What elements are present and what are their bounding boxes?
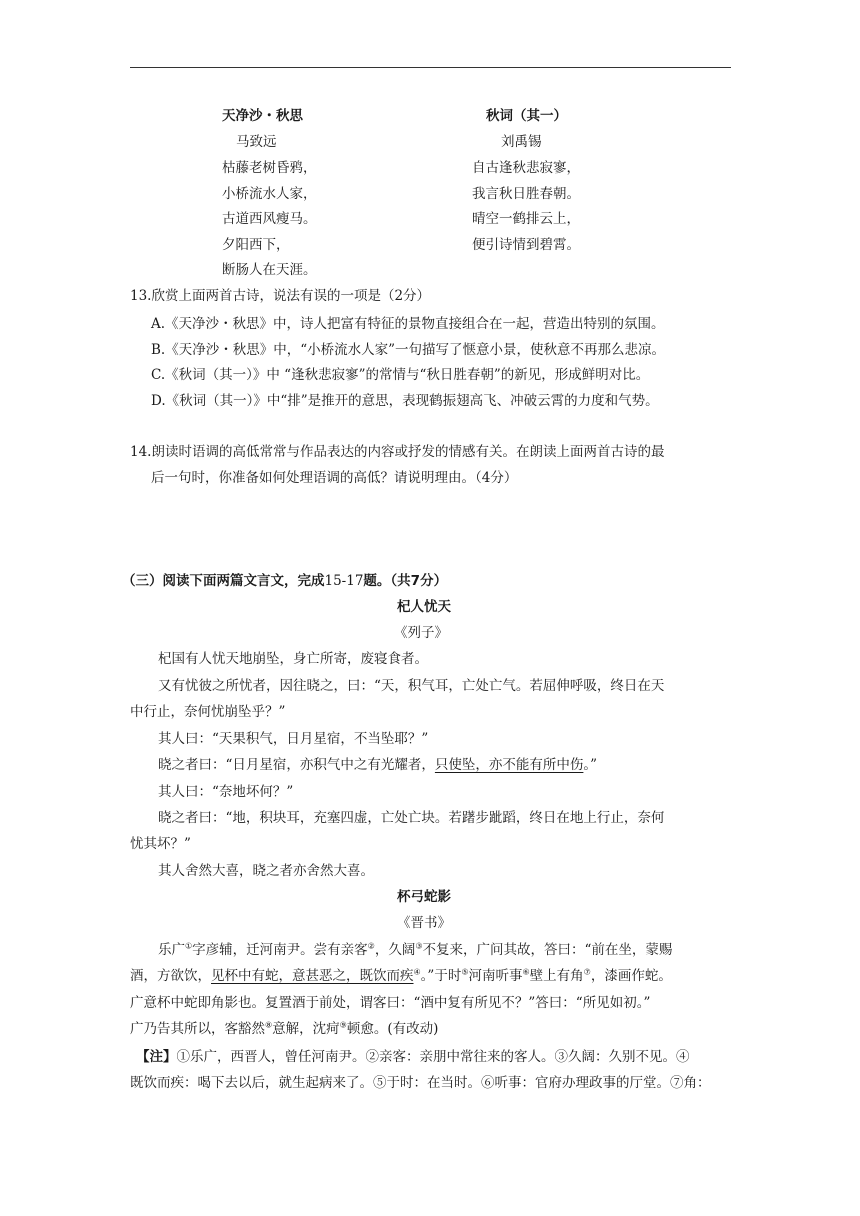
footnote-marker: ④ xyxy=(413,967,421,977)
paragraph: 又有忧彼之所忧者，因往晓之，曰：“天，积气耳，亡处亡气。若屈伸呼吸，终日在天 xyxy=(158,678,665,694)
paragraph-cont: 广意杯中蛇即角影也。复置酒于前处，谓客曰：“酒中复有所见不？”答曰：“所见如初。” xyxy=(130,995,651,1011)
footnote-marker: ⑦ xyxy=(583,967,591,977)
underlined-sentence: 只使坠，亦不能有所中伤 xyxy=(434,757,584,773)
text-run: 不复来，广问其故，答曰：“前在坐，蒙赐 xyxy=(422,942,673,958)
text-title: 杯弓蛇影 xyxy=(397,889,451,905)
text-source: 《列子》 xyxy=(394,625,448,641)
poem-author: 马致远 xyxy=(236,134,277,150)
poem-line: 枯藤老树昏鸦， xyxy=(222,160,317,176)
paragraph-cont xyxy=(130,1020,439,1037)
text-run: 乐广 xyxy=(158,942,185,958)
footnote-marker: ⑨ xyxy=(339,1020,347,1030)
poem-line: 自古逢秋悲寂寥， xyxy=(472,160,580,176)
paragraph: 其人曰：“天果积气，日月星宿，不当坠耶？” xyxy=(158,731,429,747)
footnote-marker: ③ xyxy=(415,941,423,951)
paragraph: 其人曰：“奈地坏何？” xyxy=(158,784,294,800)
poem-line: 我言秋日胜春朝。 xyxy=(472,186,580,202)
text-run: 。”于时 xyxy=(420,968,462,984)
footnote-marker: ⑤ xyxy=(461,967,469,977)
question-stem-cont: 后一句时，你准备如何处理语调的高低？请说明理由。（4分） xyxy=(151,470,518,486)
paragraph: 杞国有人忧天地崩坠，身亡所寄，废寝食者。 xyxy=(158,651,428,667)
paragraph-cont: 忧其坏？” xyxy=(130,836,191,852)
notes-text: ①乐广，西晋人，曾任河南尹。②亲客：亲朋中常往来的客人。③久阔：久别不见。④ xyxy=(176,1049,690,1065)
underlined-sentence: 见杯中有蛇，意甚恶之，既饮而疾 xyxy=(211,968,414,984)
poem-title: 天净沙・秋思 xyxy=(222,108,303,124)
notes-line: 既饮而疾：喝下去以后，就生起病来了。⑤于时：在当时。⑥听事：官府办理政事的厅堂。⑦角： xyxy=(130,1075,711,1091)
text-run: 晓之者曰：“日月星宿，亦积气中之有光耀者， xyxy=(158,757,435,773)
text-run: 。” xyxy=(583,757,598,773)
poem-line: 古道西风瘦马。 xyxy=(222,211,317,227)
paragraph-cont xyxy=(130,967,672,984)
text-run: 河南听事 xyxy=(468,968,523,984)
option-a: A.《天净沙・秋思》中，诗人把富有特征的景物直接组合在一起，营造出特别的氛围。 xyxy=(151,316,665,332)
text-run: 字彦辅，迁河南尹。尝有亲客 xyxy=(192,942,368,958)
footnote-marker: ① xyxy=(185,941,193,951)
question-stem: 13.欣赏上面两首古诗，说法有误的一项是（2分） xyxy=(130,288,431,304)
text-run: ，久阔 xyxy=(374,942,416,958)
footnote-marker: ⑧ xyxy=(265,1020,273,1030)
paragraph-cont: 中行止，奈何忧崩坠乎？” xyxy=(130,704,286,720)
text-run: 意解，沈疴 xyxy=(272,1021,340,1037)
notes-bracket: 【 xyxy=(136,1049,150,1065)
option-d: D.《秋词（其一）》中“排”是推开的意思，表现鹤振翅高飞、冲破云霄的力度和气势。 xyxy=(151,393,659,409)
poem-line: 便引诗情到碧霄。 xyxy=(472,237,580,253)
text-source: 《晋书》 xyxy=(397,915,451,931)
poem-title: 秋词（其一） xyxy=(486,108,567,124)
notes-label: 注 xyxy=(149,1049,163,1065)
text-run: 壁上有角 xyxy=(529,968,584,984)
footnote-marker: ⑥ xyxy=(522,967,530,977)
paragraph xyxy=(158,941,673,958)
section-range: 15-17 xyxy=(324,573,364,589)
text-run: 广乃告其所以，客豁然 xyxy=(130,1021,265,1037)
poem-line: 断肠人在天涯。 xyxy=(222,262,317,278)
poem-line: 小桥流水人家， xyxy=(222,186,317,202)
text-run: ，漆画作蛇。 xyxy=(590,968,672,984)
section-suffix: 题。（共7分） xyxy=(363,573,448,589)
paragraph: 晓之者曰：“地，积块耳，充塞四虚，亡处亡块。若躇步跐蹈，终日在地上行止，奈何 xyxy=(158,810,665,826)
option-b: B.《天净沙・秋思》中，“小桥流水人家”一句描写了惬意小景，使秋意不再那么悲凉。 xyxy=(151,342,666,358)
paragraph: 其人舍然大喜，晓之者亦舍然大喜。 xyxy=(158,863,374,879)
section-heading xyxy=(122,575,447,589)
option-c: C.《秋词（其一）》中 “逢秋悲寂寥”的常情与“秋日胜春朝”的新见，形成鲜明对比。 xyxy=(151,367,650,383)
section-prefix: （三）阅读下面两篇文言文，完成 xyxy=(122,573,325,589)
header-rule xyxy=(130,67,731,68)
text-run: 酒，方欲饮， xyxy=(130,968,211,984)
notes-bracket: 】 xyxy=(163,1049,177,1065)
poem-line: 夕阳西下， xyxy=(222,237,290,253)
text-title: 杞人忧天 xyxy=(397,599,451,615)
footnote-marker: ② xyxy=(367,941,375,951)
poem-author: 刘禹锡 xyxy=(501,134,542,150)
poem-line: 晴空一鹤排云上， xyxy=(472,211,580,227)
notes-line xyxy=(136,1051,690,1065)
question-stem: 14.朗读时语调的高低常常与作品表达的内容或抒发的情感有关。在朗读上面两首古诗的最 xyxy=(130,444,665,460)
paragraph xyxy=(158,759,597,773)
text-run: 顿愈。(有改动) xyxy=(346,1021,439,1037)
